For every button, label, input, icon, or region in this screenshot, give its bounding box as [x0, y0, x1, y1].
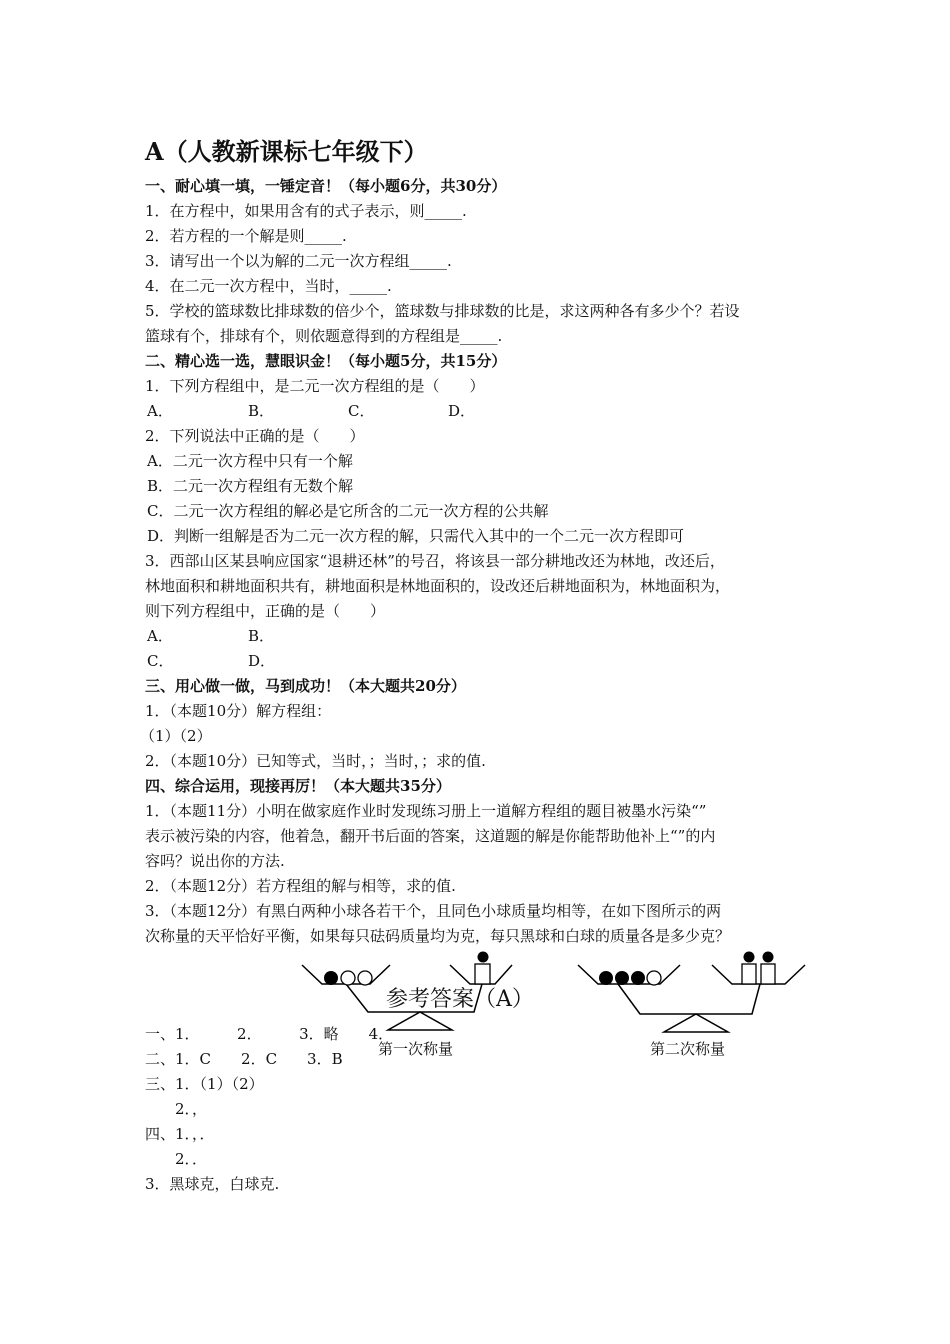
s1-question-2: 2．若方程的一个解是则_____.	[145, 227, 347, 245]
answer-section-2: 二、1．C 2．C 3．B	[145, 1050, 343, 1068]
answer-section-3: 三、1．（1）（2）	[145, 1075, 264, 1093]
white-ball	[341, 971, 355, 985]
section-4-heading: 四、综合运用，现接再厉！（本大题共35分）	[145, 777, 451, 795]
black-ball	[615, 971, 629, 985]
s2-q1-option-d: D．	[448, 402, 476, 420]
s1-question-5-line1: 5．学校的篮球数比排球数的倍少个，篮球数与排球数的比是，求这两种各有多少个？若设	[145, 302, 740, 320]
s3-question-2: 2．（本题10分）已知等式，当时，；当时，；求的值.	[145, 752, 486, 770]
black-ball	[763, 952, 774, 963]
s2-question-2: 2．下列说法中正确的是（ ）	[145, 427, 365, 445]
s4-question-1-line1: 1．（本题11分）小明在做家庭作业时发现练习册上一道解方程组的题目被墨水污染“”	[145, 802, 707, 820]
answer-section-4-q2: 2．．	[145, 1150, 208, 1168]
s2-question-1: 1．下列方程组中，是二元一次方程组的是（ ）	[145, 377, 485, 395]
s4-question-3-line2: 次称量的天平恰好平衡，如果每只砝码质量均为克，每只黑球和白球的质量各是多少克？	[145, 927, 731, 945]
section-1-heading: 一、耐心填一填，一锤定音！（每小题6分，共30分）	[145, 177, 507, 195]
black-ball	[324, 971, 338, 985]
s2-q1-option-a: A．	[147, 402, 173, 420]
answer-section-4-q3: 3．黑球克，白球克.	[145, 1175, 280, 1193]
s2-q3-option-a: A．	[147, 627, 173, 645]
s4-question-3-line1: 3．（本题12分）有黑白两种小球各若干个，且同色小球质量均相等，在如下图所示的两	[145, 902, 722, 920]
s2-q3-option-b: B．	[248, 627, 275, 645]
section-2-heading: 二、精心选一选，慧眼识金！（每小题5分，共15分）	[145, 352, 507, 370]
black-ball	[478, 952, 489, 963]
s2-q2-option-a: A．二元一次方程中只有一个解	[147, 452, 353, 470]
s1-question-4: 4．在二元一次方程中，当时，_____.	[145, 277, 392, 295]
s2-q3-option-c: C．	[147, 652, 174, 670]
s2-q2-option-b: B．二元一次方程组有无数个解	[147, 477, 354, 495]
s4-question-1-line3: 容吗？说出你的方法.	[145, 852, 285, 870]
s4-question-2: 2．（本题12分）若方程组的解与相等，求的值.	[145, 877, 456, 895]
page-title: A（人教新课标七年级下）	[145, 137, 428, 166]
figure-caption-second-weighing: 第二次称量	[650, 1040, 726, 1058]
s2-q3-option-d: D．	[248, 652, 276, 670]
s1-question-5-line2: 篮球有个，排球有个，则依题意得到的方程组是_____.	[145, 327, 503, 345]
s2-q2-option-d: D．判断一组解是否为二元一次方程的解，只需代入其中的一个二元一次方程即可	[147, 527, 685, 545]
s3-question-1-sub: （1）（2）	[140, 727, 212, 745]
weight-block	[475, 964, 490, 984]
s2-question-3-line3: 则下列方程组中，正确的是（ ）	[145, 602, 386, 620]
black-ball	[631, 971, 645, 985]
answer-section-3-q2: 2．，	[145, 1100, 208, 1118]
figure-caption-first-weighing: 第一次称量	[378, 1040, 454, 1058]
s2-q1-option-b: B．	[248, 402, 275, 420]
s1-question-3: 3．请写出一个以为解的二元一次方程组_____.	[145, 252, 452, 270]
s3-question-1: 1．（本题10分）解方程组：	[145, 702, 332, 720]
answer-section-1: 一、1． 2． 3．略 4．	[145, 1025, 394, 1043]
weight-block	[761, 964, 775, 984]
white-ball	[647, 971, 661, 985]
s4-question-1-line2: 表示被污染的内容，他着急，翻开书后面的答案，这道题的解是你能帮助他补上“”的内	[145, 827, 716, 845]
scale-2-balls	[599, 952, 775, 986]
black-ball	[599, 971, 613, 985]
s2-question-3-line1: 3．西部山区某县响应国家“退耕还林”的号召，将该县一部分耕地改还为林地，改还后，	[145, 552, 725, 570]
s1-question-1: 1．在方程中，如果用含有的式子表示，则_____.	[145, 202, 467, 220]
s2-q1-option-c: C．	[348, 402, 375, 420]
black-ball	[744, 952, 755, 963]
answers-title: 参考答案（A）	[386, 987, 534, 1012]
weight-block	[742, 964, 756, 984]
s2-question-3-line2: 林地面积和耕地面积共有，耕地面积是林地面积的，设改还后耕地面积为，林地面积为，	[145, 577, 731, 595]
section-3-heading: 三、用心做一做，马到成功！（本大题共20分）	[145, 677, 466, 695]
s2-q2-option-c: C．二元一次方程组的解必是它所含的二元一次方程的公共解	[147, 502, 549, 520]
white-ball	[358, 971, 372, 985]
answer-section-4: 四、1．，．	[145, 1125, 215, 1143]
